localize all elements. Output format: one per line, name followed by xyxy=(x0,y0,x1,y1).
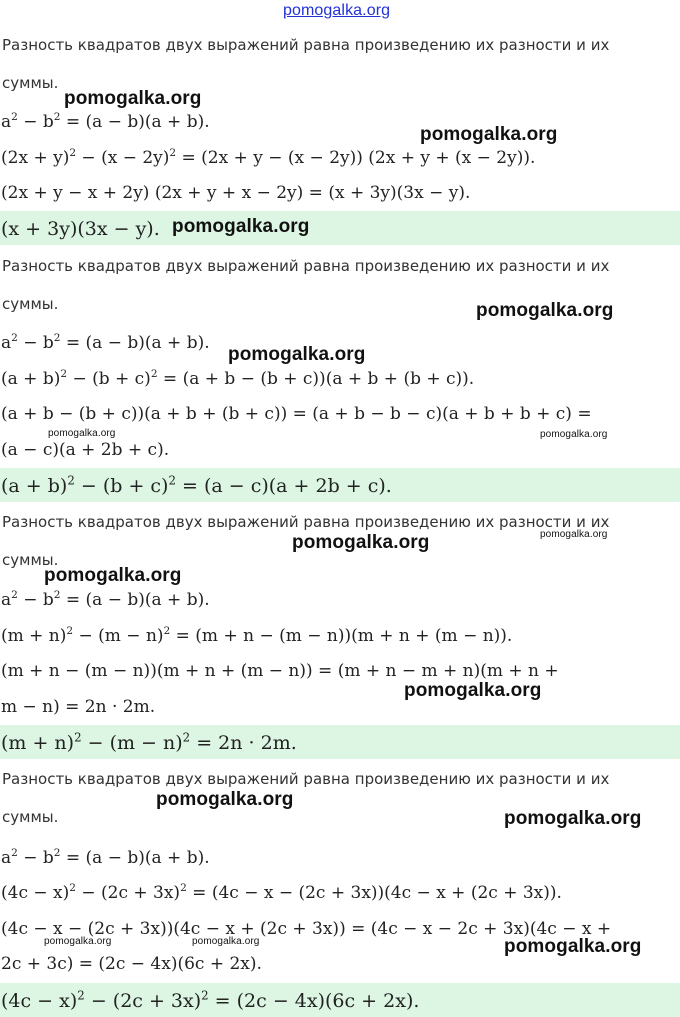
formula-line: 2c + 3c) = (2c − 4x)(6c + 2x). xyxy=(1,954,262,974)
formula-line: $a^2 - b^2 = (a - b)(a + b)$. xyxy=(1,111,210,132)
intro-line-2: суммы. xyxy=(2,295,59,313)
formula-line: $(a + b)^2 - (b + c)^2 = (a + b - (b + c))(a + b + (b + c))$. xyxy=(1,368,475,389)
intro-line-1: Разность квадратов двух выражений равна произведению их разности и их xyxy=(2,770,610,788)
watermark: pomogalka.org xyxy=(540,429,608,440)
watermark: pomogalka.org xyxy=(156,789,294,810)
formula-line: $(m + n)^2 - (m - n)^2 = (m + n - (m - n))(m + n + (m - n))$. xyxy=(1,625,513,646)
formula-line: (4c − x − (2c + 3x))(4c − x + (2c + 3x)) = (4c − x − 2c + 3x)(4c − x + xyxy=(1,919,612,939)
watermark: pomogalka.org xyxy=(504,936,642,957)
formula-line: $a^2 - b^2 = (a - b)(a + b)$. xyxy=(1,332,210,353)
intro-line-2: суммы. xyxy=(2,551,59,569)
answer-formula: $(a + b)^2 - (b + c)^2 = (a - c)(a + 2b + c)$. xyxy=(1,473,392,497)
watermark: pomogalka.org xyxy=(192,936,260,947)
formula-line: $(4c - x)^2 - (2c + 3x)^2 = (4c - x - (2c + 3x))(4c - x + (2c + 3x))$. xyxy=(1,882,562,903)
watermark: pomogalka.org xyxy=(404,680,542,701)
formula-line: (a − c)(a + 2b + c). xyxy=(1,440,170,460)
answer-formula: $(m + n)^2 - (m - n)^2 = 2n \cdot 2m$. xyxy=(1,730,297,754)
watermark: pomogalka.org xyxy=(44,565,182,586)
formula-line: (a + b − (b + c))(a + b + (b + c)) = (a + b − b − c)(a + b + b + c) = xyxy=(1,404,592,424)
answer-box xyxy=(0,725,680,759)
formula-line: m − n) = 2n · 2m. xyxy=(1,697,156,717)
formula-line: (2x + y − x + 2y) (2x + y + x − 2y) = (x + 3y)(3x − y). xyxy=(1,183,471,203)
intro-line-2: суммы. xyxy=(2,808,59,826)
intro-line-1: Разность квадратов двух выражений равна произведению их разности и их xyxy=(2,36,610,54)
answer-box xyxy=(0,983,680,1017)
formula-line: $a^2 - b^2 = (a - b)(a + b)$. xyxy=(1,847,210,868)
watermark: pomogalka.org xyxy=(420,124,558,145)
watermark: pomogalka.org xyxy=(48,428,116,439)
formula-line: $a^2 - b^2 = (a - b)(a + b)$. xyxy=(1,589,210,610)
intro-line-1: Разность квадратов двух выражений равна произведению их разности и их xyxy=(2,257,610,275)
answer-formula: (x + 3y)(3x − y). xyxy=(1,218,160,240)
intro-line-1: Разность квадратов двух выражений равна произведению их разности и их xyxy=(2,513,610,531)
answer-box xyxy=(0,468,680,502)
watermark: pomogalka.org xyxy=(476,300,614,321)
watermark: pomogalka.org xyxy=(44,936,112,947)
intro-line-2: суммы. xyxy=(2,74,59,92)
formula-line: $(2x + y)^2 - (x - 2y)^2 = (2x + y - (x - 2y))$ (2x + y + (x − 2y)). xyxy=(1,147,536,168)
watermark: pomogalka.org xyxy=(228,344,366,365)
watermark-top[interactable]: pomogalka.org xyxy=(283,2,391,19)
watermark: pomogalka.org xyxy=(292,532,430,553)
answer-formula: $(4c - x)^2 - (2c + 3x)^2 = (2c - 4x)(6c + 2x)$. xyxy=(1,988,420,1012)
answer-box xyxy=(0,211,680,245)
watermark: pomogalka.org xyxy=(504,808,642,829)
watermark: pomogalka.org xyxy=(172,216,310,237)
formula-line: (m + n − (m − n))(m + n + (m − n)) = (m + n − m + n)(m + n + xyxy=(1,661,559,681)
watermark: pomogalka.org xyxy=(540,529,608,540)
watermark: pomogalka.org xyxy=(64,88,202,109)
